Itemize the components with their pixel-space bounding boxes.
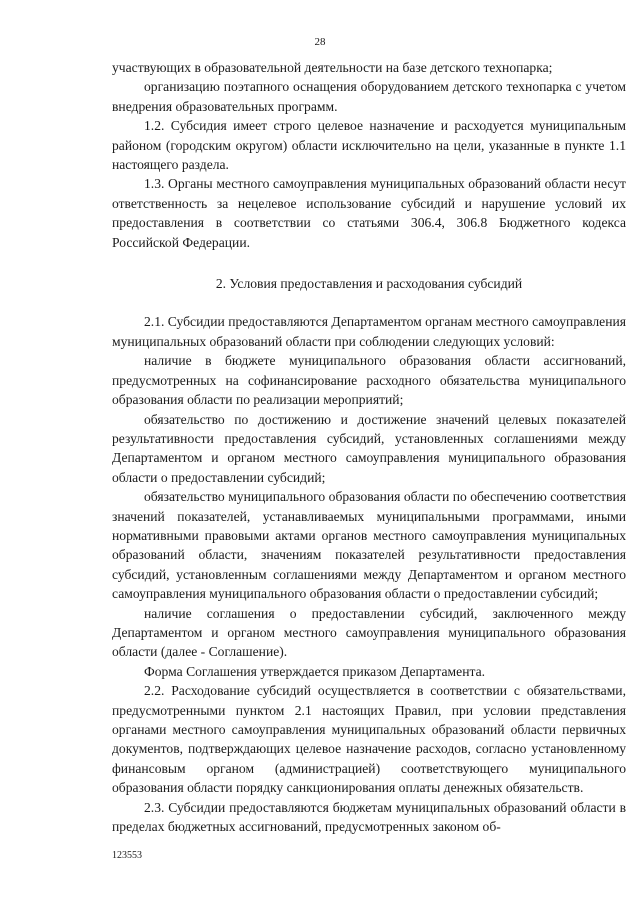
paragraph: наличие соглашения о предоставлении субсидий, заключенного между Департаментом и органом местного самоуправления муниципального образования области (далее - Соглашение). xyxy=(112,605,626,660)
paragraph: участвующих в образовательной деятельности на базе детского технопарка; xyxy=(112,60,553,75)
paragraph: наличие в бюджете муниципального образования области ассигнований, предусмотренных на софинансирование расходного обязательства муниципального образования области по реализации мероприятий; xyxy=(112,353,626,408)
paragraph: 1.2. Субсидия имеет строго целевое назначение и расходуется муниципальным районом (городским округом) области исключительно на цели, указанные в пункте 1.1 настоящего раздела. xyxy=(112,118,626,173)
paragraph: 2.3. Субсидии предоставляются бюджетам муниципальных образований области в пределах бюджетных ассигнований, предусмотренных законом об- xyxy=(112,799,626,835)
section-heading: 2. Условия предоставления и расходования субсидий xyxy=(215,276,523,292)
paragraph: Форма Соглашения утверждается приказом Департамента. xyxy=(144,663,486,679)
paragraph: обязательство по достижению и достижение значений целевых показателей результативности предоставления субсидий, установленных соглашениями между Департаментом и органом местного самоуправления муниципального образования области о предоставлении субсидий; xyxy=(112,411,626,485)
paragraph: 1.3. Органы местного самоуправления муниципальных образований области несут ответственность за нецелевое использование субсидий и нарушение условий их предоставления в соответствии со статьями 306.4, 306.8 Бюджетного кодекса Российской Федерации. xyxy=(112,176,626,250)
paragraph: обязательство муниципального образования области по обеспечению соответствия значений показателей, устанавливаемых муниципальными программами, иными нормативными правовыми актами органов местного самоуправления муниципальных образований области, значениям показателей результативности предоставления субсидий, установленным соглашениями между Департаментом и органом местного самоуправления муниципального образования области о предоставлении субсидий; xyxy=(112,489,626,602)
document-code: 123553 xyxy=(112,850,142,861)
document-body xyxy=(112,58,626,836)
page-number: 28 xyxy=(314,36,326,48)
paragraph: 2.1. Субсидии предоставляются Департаментом органам местного самоуправления муниципальных образований области при соблюдении следующих условий: xyxy=(112,314,627,349)
paragraph: 2.2. Расходование субсидий осуществляется в соответствии с обязательствами, предусмотренными пунктом 2.1 настоящих Правил, при условии представления органами местного самоуправления муниципальных образований области первичных документов, подтверждающих целевое назначение расходов, согласно установленному финансовым органом (администрацией) соответствующего муниципального образования области порядку санкционирования оплаты денежных обязательств. xyxy=(112,683,626,796)
paragraph: организацию поэтапного оснащения оборудованием детского технопарка с учетом внедрения образовательных программ. xyxy=(112,79,626,114)
